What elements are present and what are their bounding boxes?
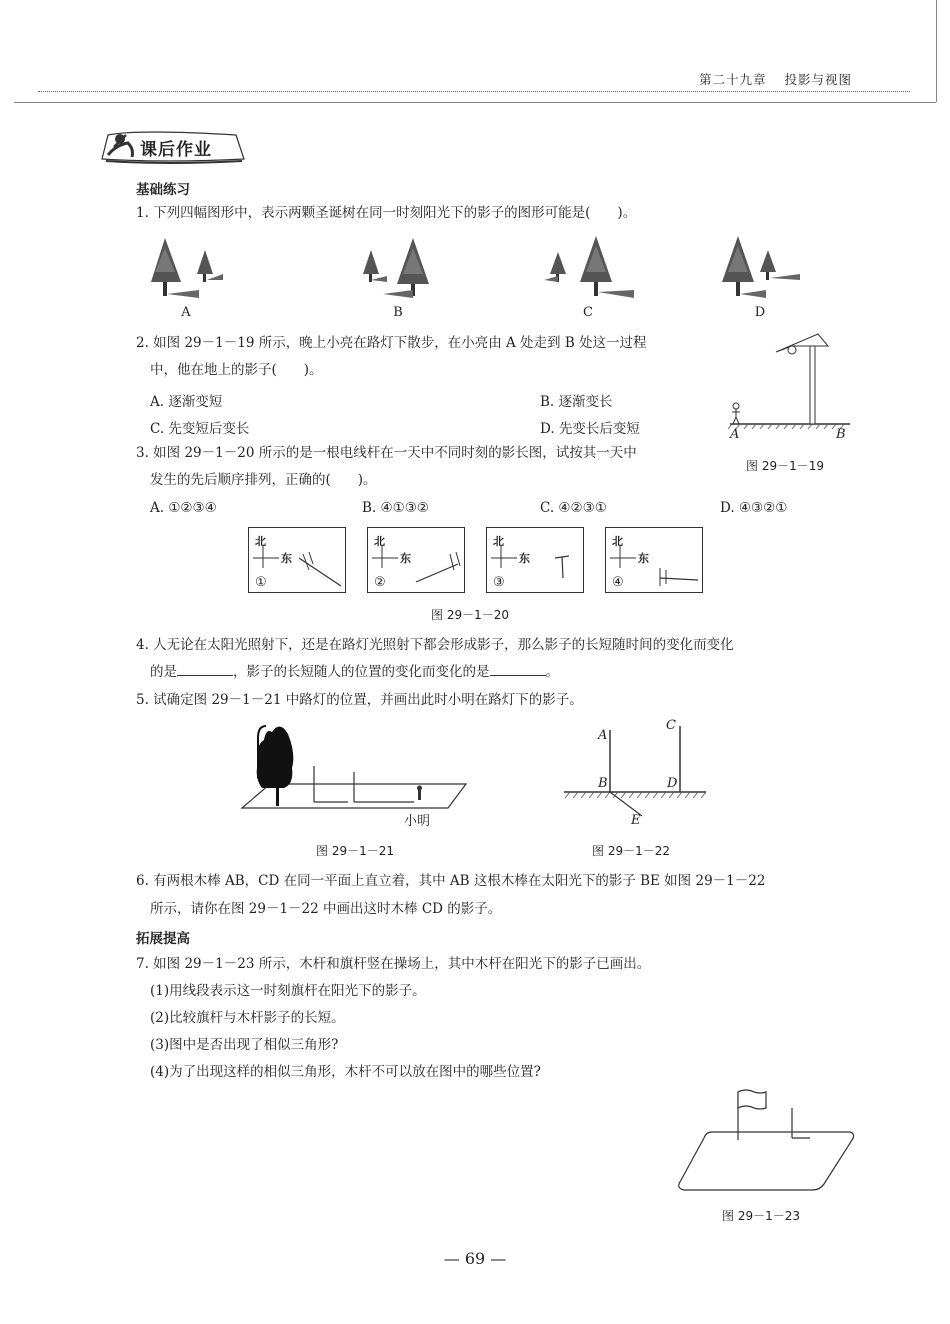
- shadow-shape: [371, 276, 387, 282]
- tree-icon: [397, 238, 429, 296]
- shadow-shape: [167, 290, 199, 298]
- tree-icon: [197, 250, 213, 282]
- east-label: 东: [638, 552, 649, 565]
- north-label: 北: [255, 535, 266, 548]
- tree-icon: [257, 726, 294, 788]
- q1-option-b-figure: [357, 232, 437, 304]
- box-number-1: ①: [255, 575, 267, 590]
- q1-option-c-figure: [540, 232, 640, 304]
- q4-line2: [150, 662, 559, 682]
- q1-text: 1. 下列四幅图形中，表示两颗圣诞树在同一时刻阳光下的影子的图形可能是( )。: [136, 205, 637, 221]
- fig20-caption: 图 29－1－20: [431, 608, 509, 622]
- fig22-label-e: E: [631, 813, 641, 828]
- tree-icon: [722, 236, 754, 296]
- q6-line1: 6. 有两根木棒 AB，CD 在同一平面上直立着，其中 AB 这根木棒在太阳光下的影子 BE 如图 29－1－22: [136, 873, 766, 889]
- fig19-label-a: A: [730, 427, 740, 442]
- q5-text: 5. 试确定图 29－1－21 中路灯的位置，并画出此时小明在路灯下的影子。: [136, 692, 583, 708]
- fig21-caption: 图 29－1－21: [316, 844, 394, 858]
- q6-line2: 所示，请你在图 29－1－22 中画出这时木棒 CD 的影子。: [150, 901, 502, 917]
- shadow-shape: [544, 276, 558, 282]
- q7-sub4: (4)为了出现这样的相似三角形，木杆不可以放在图中的哪些位置?: [150, 1064, 541, 1080]
- q2-option-c: C. 先变短后变长: [150, 421, 250, 437]
- q4-line2-middle: ，影子的长短随人的位置的变化而变化的是: [233, 664, 490, 680]
- person-icon: [732, 403, 740, 424]
- q7-sub1: (1)用线段表示这一时刻旗杆在阳光下的影子。: [150, 983, 426, 999]
- q3-shadow-box-1: [248, 527, 346, 593]
- flag-icon: [738, 1090, 766, 1109]
- q4-line2-end: 。: [545, 664, 559, 680]
- shadow-shape: [207, 274, 223, 280]
- fig22-label-c: C: [666, 718, 676, 733]
- q7-line1: 7. 如图 29－1－23 所示，木杆和旗杆竖在操场上，其中木杆在阳光下的影子已画出。: [136, 956, 651, 972]
- fig19-caption: 图 29－1－19: [746, 459, 824, 473]
- page-edge-line: [936, 0, 937, 102]
- q3-shadow-box-3: [486, 527, 584, 593]
- q3-shadow-box-4: [605, 527, 703, 593]
- fig22-label-b: B: [598, 776, 608, 791]
- q3-line1: 3. 如图 29－1－20 所示的是一根电线杆在一天中不同时刻的影长图，试按其一天中: [136, 445, 637, 461]
- section-extend: 拓展提高: [136, 931, 190, 947]
- tree-icon: [363, 250, 379, 282]
- north-label: 北: [374, 535, 385, 548]
- shadow-shape: [598, 290, 634, 298]
- q2-option-b: B. 逐渐变长: [540, 394, 613, 410]
- header-dotted-rule: [38, 91, 910, 92]
- q3-line2: 发生的先后顺序排列，正确的( )。: [150, 472, 377, 488]
- box-number-2: ②: [374, 575, 386, 590]
- q4-line2-start: 的是: [150, 664, 177, 680]
- fig22-label-a: A: [598, 728, 608, 743]
- q4-line1: 4. 人无论在太阳光照射下，还是在路灯光照射下都会形成影子，那么影子的长短随时间的变化而变化: [136, 637, 734, 653]
- q3-option-a: A. ①②③④: [150, 500, 217, 516]
- fig22-caption: 图 29－1－22: [592, 844, 670, 858]
- section-basic: 基础练习: [136, 182, 190, 198]
- q4-blank-1[interactable]: [177, 663, 233, 676]
- tree-icon: [760, 250, 776, 280]
- page-top-rule: [14, 102, 936, 103]
- q1-label-c: C: [583, 305, 593, 320]
- east-label: 东: [281, 552, 292, 565]
- north-label: 北: [493, 535, 504, 548]
- q2-line1: 2. 如图 29－1－19 所示，晚上小亮在路灯下散步，在小亮由 A 处走到 B 处这一过程: [136, 335, 647, 351]
- q3-shadow-box-2: [367, 527, 465, 593]
- xiaoming-person-icon: [417, 786, 422, 801]
- xiaoming-label: 小明: [404, 814, 431, 829]
- lamp-bulb-icon: [788, 346, 796, 354]
- q1-label-a: A: [181, 305, 191, 320]
- figure-29-1-23: [674, 1084, 858, 1196]
- fig22-label-d: D: [667, 776, 678, 791]
- q1-option-a-figure: [145, 232, 225, 304]
- box-number-4: ④: [612, 575, 624, 590]
- figure-29-1-19: [722, 330, 862, 440]
- east-label: 东: [400, 552, 411, 565]
- q7-sub3: (3)图中是否出现了相似三角形?: [150, 1037, 339, 1053]
- playground-plane: [679, 1132, 854, 1190]
- shadow-shape: [740, 290, 766, 298]
- q4-blank-2[interactable]: [490, 663, 546, 676]
- q1-option-d-figure: [716, 232, 806, 304]
- q2-option-a: A. 逐渐变短: [150, 394, 223, 410]
- east-label: 东: [519, 552, 530, 565]
- fig19-label-b: B: [836, 427, 846, 442]
- tree-icon: [151, 238, 181, 296]
- chapter-header: [699, 70, 852, 88]
- shadow-shape: [383, 290, 413, 298]
- banner-title: 课后作业: [140, 140, 212, 160]
- q1-label-d: D: [754, 305, 766, 320]
- q7-sub2: (2)比较旗杆与木杆影子的长短。: [150, 1010, 345, 1026]
- q1-label-b: B: [393, 305, 403, 320]
- q3-option-d: D. ④③②①: [720, 500, 788, 516]
- figure-29-1-21: [238, 718, 470, 818]
- fig23-caption: 图 29－1－23: [722, 1209, 800, 1223]
- q3-option-b: B. ④①③②: [362, 500, 429, 516]
- box-number-3: ③: [493, 575, 505, 590]
- tree-icon: [580, 236, 612, 296]
- north-label: 北: [612, 535, 623, 548]
- q2-line2: 中，他在地上的影子( )。: [150, 362, 323, 378]
- shadow-shape: [770, 274, 800, 280]
- q3-option-c: C. ④②③①: [540, 500, 607, 516]
- page-number: — 69 —: [443, 1249, 507, 1268]
- lamp-head: [776, 334, 828, 352]
- q2-option-d: D. 先变长后变短: [540, 421, 640, 437]
- lamp-post: [810, 344, 815, 424]
- chapter-topic: 投影与视图: [784, 72, 852, 87]
- chapter-title: 第二十九章: [698, 72, 767, 87]
